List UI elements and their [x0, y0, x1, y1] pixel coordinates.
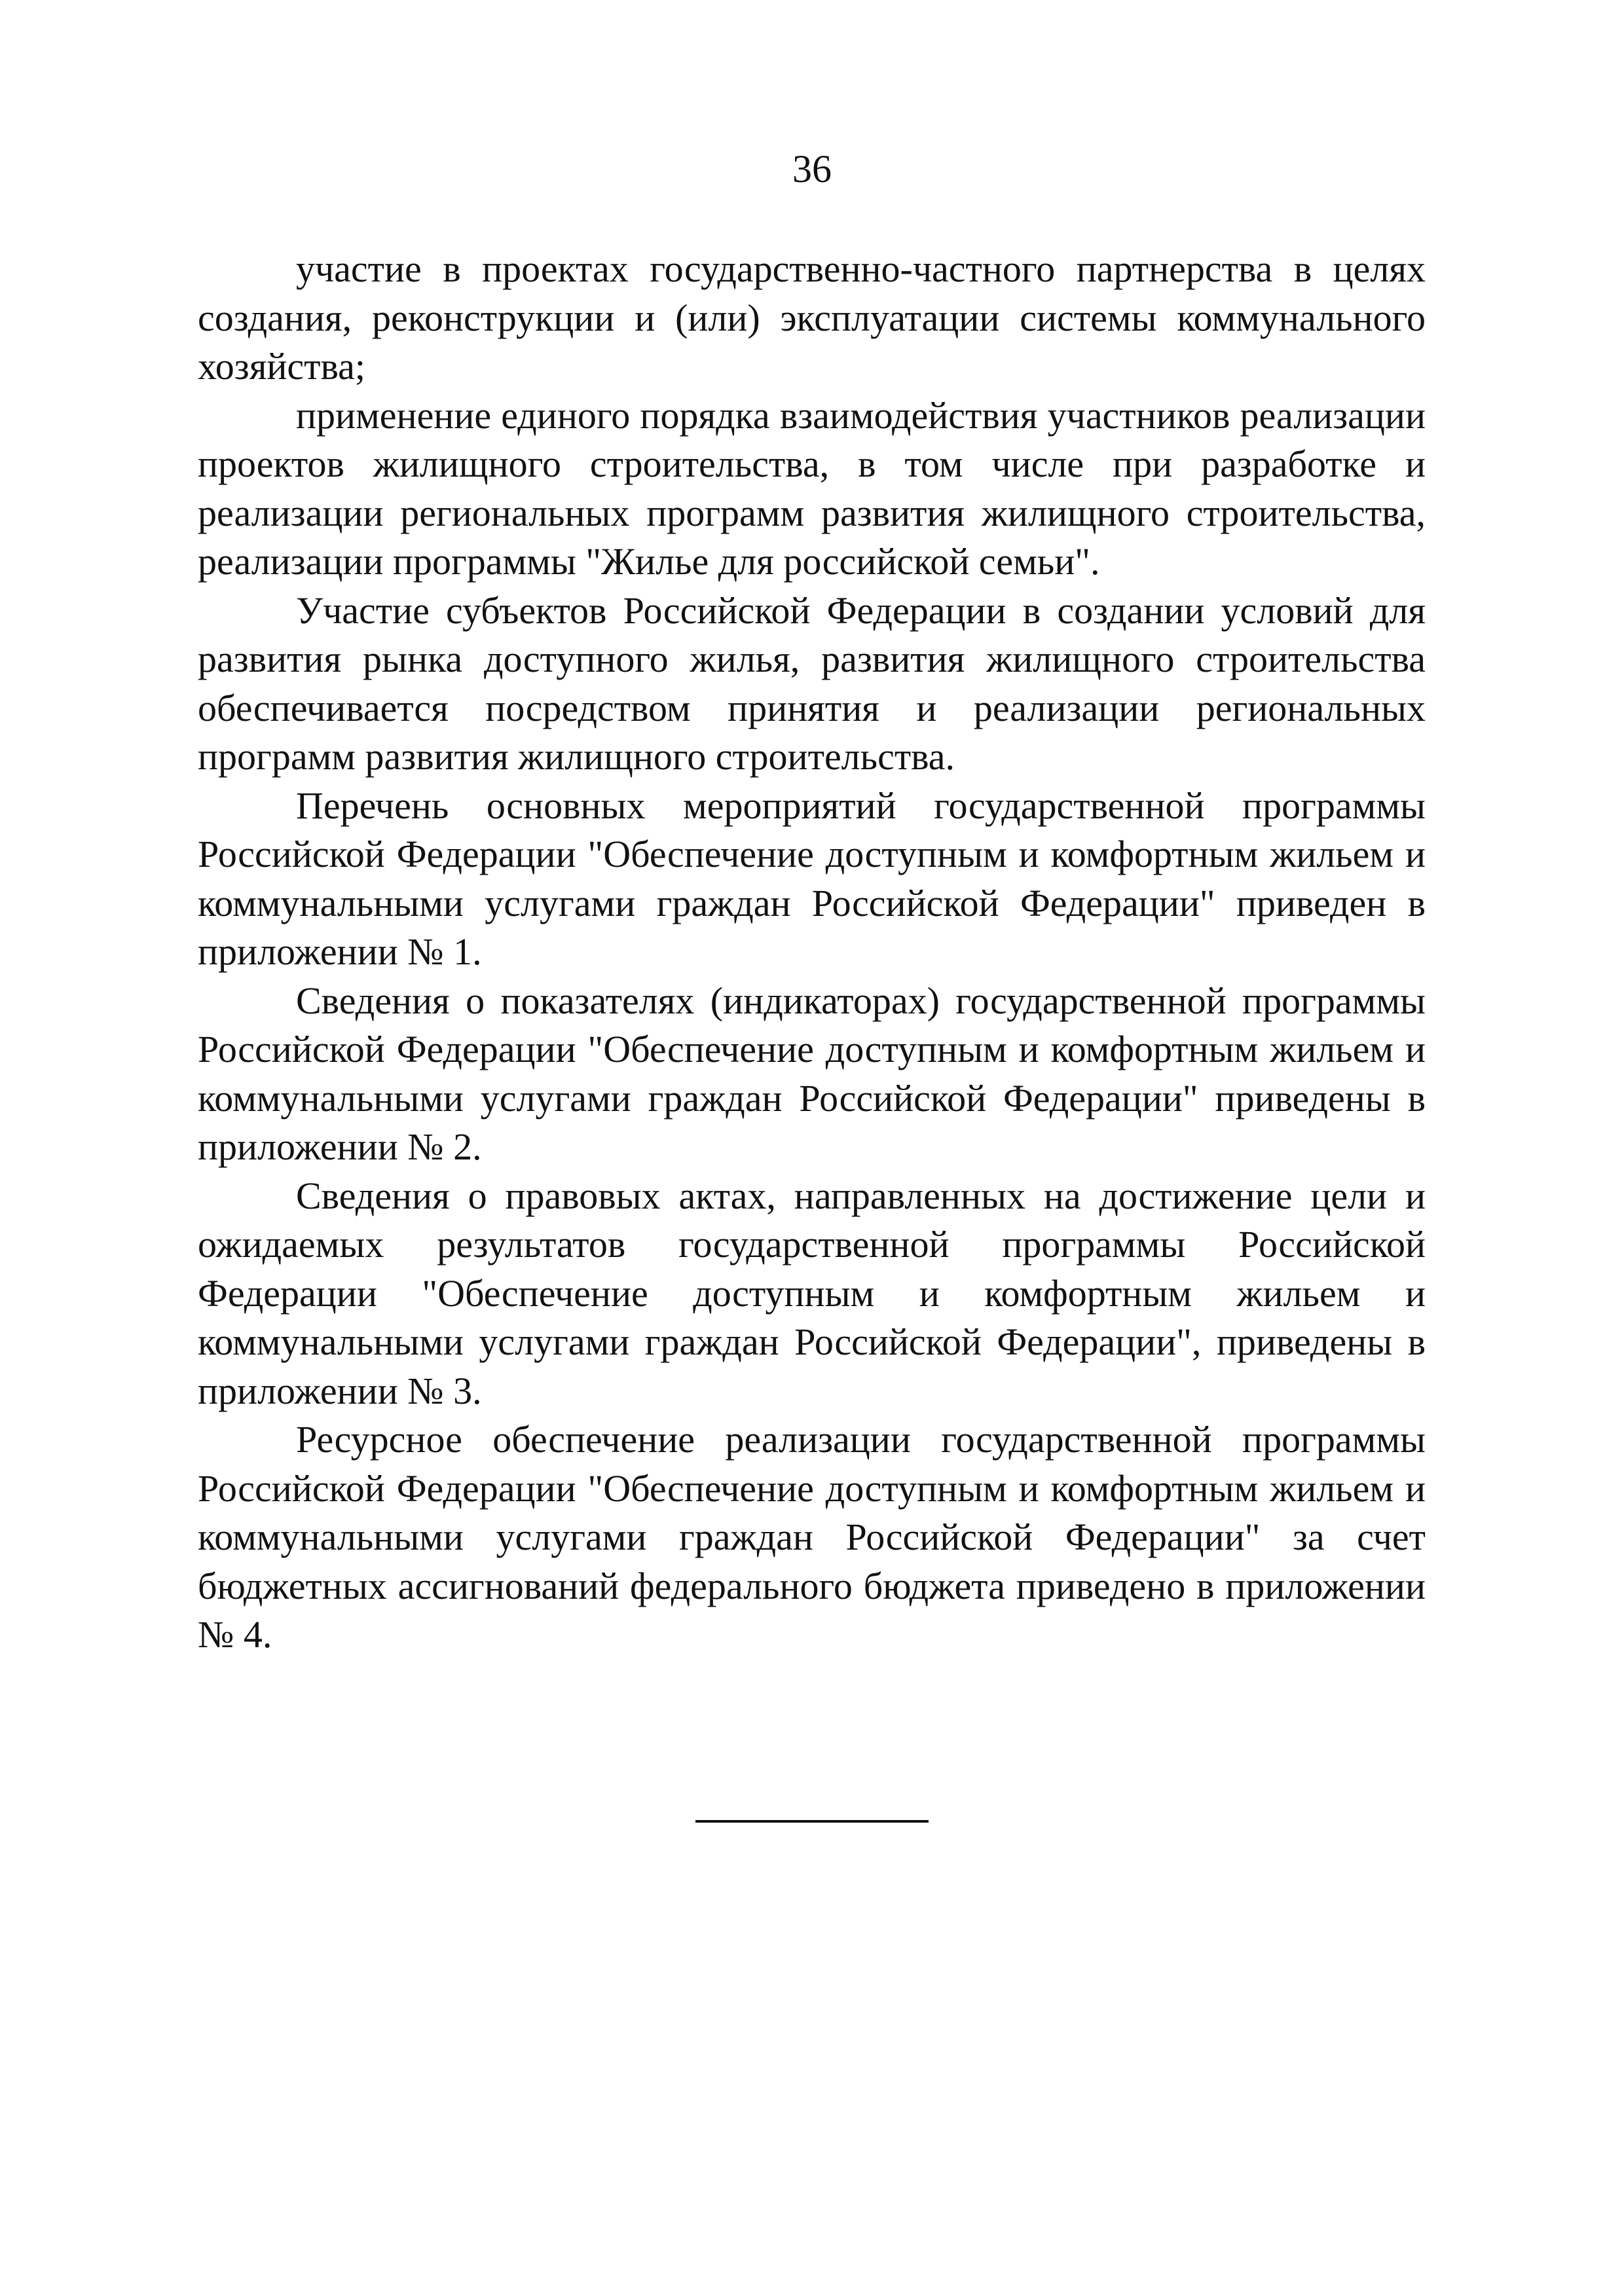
end-separator-line	[695, 1820, 929, 1823]
paragraph-regional-participation: Участие субъектов Российской Федерации в создании условий для развития рынка доступного жилья, развития жилищного строительства обеспечивается посредством принятия и реализации региональных программ развития жилищного строительства.	[198, 589, 1426, 778]
body-text	[198, 245, 1426, 1660]
paragraph-public-private-partnership: участие в проектах государственно-частного партнерства в целях создания, реконструкции и (или) эксплуатации системы коммунального хозяйства;	[198, 247, 1426, 388]
paragraph-appendix-3: Сведения о правовых актах, направленных на достижение цели и ожидаемых результатов государственной программы Российской Федерации "Обеспечение доступным и комфортным жильем и коммунальными услугами граждан Российской Федерации", приведены в приложении № 3.	[198, 1174, 1426, 1412]
paragraph-unified-procedure: применение единого порядка взаимодействия участников реализации проектов жилищного строительства, в том числе при разработке и реализации региональных программ развития жилищного строительства, реализации программы "Жилье для российской семьи".	[198, 393, 1426, 583]
paragraph-appendix-4: Ресурсное обеспечение реализации государственной программы Российской Федерации "Обеспечение доступным и комфортным жильем и коммунальными услугами граждан Российской Федерации" за счет бюджетных ассигнований федерального бюджета приведено в приложении № 4.	[198, 1418, 1426, 1656]
paragraph-appendix-2: Сведения о показателях (индикаторах) государственной программы Российской Федерации "Обеспечение доступным и комфортным жильем и коммунальными услугами граждан Российской Федерации" приведены в приложении № 2.	[198, 979, 1426, 1168]
paragraph-appendix-1: Перечень основных мероприятий государственной программы Российской Федерации "Обеспечение доступным и комфортным жильем и коммунальными услугами граждан Российской Федерации" приведен в приложении № 1.	[198, 784, 1426, 973]
page-number: 36	[792, 147, 832, 191]
